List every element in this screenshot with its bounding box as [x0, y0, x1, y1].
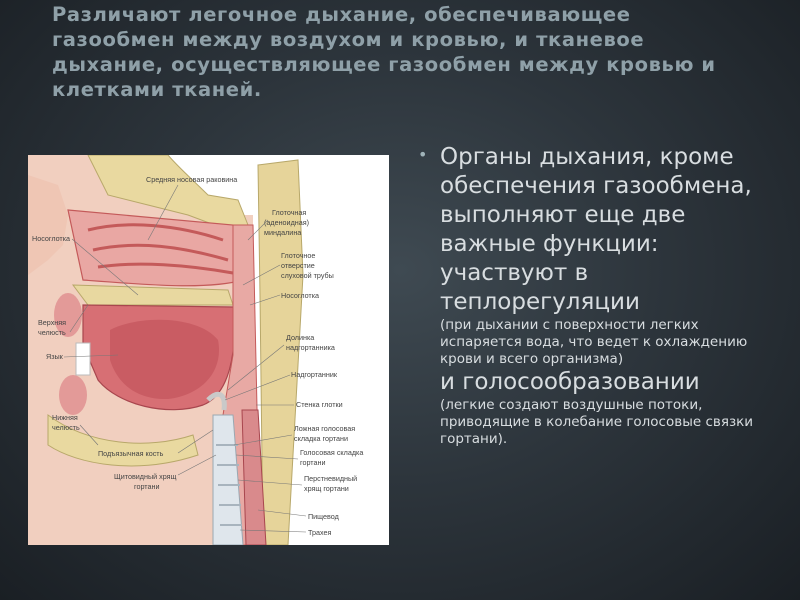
note-thermoregulation: (при дыхании с поверхности легких испаряется вода, что ведет к охлаждению крови и всего организма)	[440, 317, 748, 367]
label-trachea: Трахея	[308, 528, 332, 537]
slide-title: Различают легочное дыхание, обеспечивающее газообмен между воздухом и кровью, и тканевое дыхание, осуществляющее газообмен между кровью и клетками тканей.	[52, 3, 716, 101]
label-upper-jaw-2: челюсть	[38, 328, 66, 337]
bullet-main-text: Органы дыхания, кроме обеспечения газообмена, выполняют еще две важные функции: участвуют в теплорегуляции	[440, 144, 752, 315]
label-vallecula-2: надгортанника	[286, 343, 335, 352]
label-thyroid-1: Щитовидный хрящ	[114, 472, 177, 481]
label-lower-jaw-1: Нижняя	[52, 413, 78, 422]
label-false-fold-2: складка гортани	[294, 434, 348, 443]
label-vallecula-1: Долинка	[286, 333, 315, 342]
label-esophagus: Пищевод	[308, 512, 339, 521]
label-hyoid: Подъязычная кость	[98, 449, 164, 458]
label-nasopharynx-right: Носоглотка	[281, 291, 320, 300]
label-nasopharynx-left: Носоглотка	[32, 234, 71, 243]
label-tube-opening-1: Глоточное	[281, 251, 316, 260]
label-cricoid-1: Перстневидный	[304, 474, 358, 483]
label-pharyngeal-tonsil-3: миндалина	[264, 228, 302, 237]
bullet-block	[418, 143, 758, 448]
label-vocal-fold-2: гортани	[300, 458, 326, 467]
label-pharyngeal-tonsil-2: (аденоидная)	[264, 218, 310, 227]
label-upper-jaw-1: Верхняя	[38, 318, 67, 327]
note-voice: (легкие создают воздушные потоки, приводящие в колебание голосовые связки гортани).	[440, 397, 754, 447]
label-thyroid-2: гортани	[134, 482, 160, 491]
label-tongue: Язык	[46, 352, 63, 361]
label-pharyngeal-tonsil-1: Глоточная	[272, 208, 307, 217]
respiratory-tract-diagram	[28, 155, 389, 545]
label-middle-concha: Средняя носовая раковина	[146, 175, 238, 184]
label-lower-jaw-2: челюсть	[52, 423, 80, 432]
label-tube-opening-2: отверстие	[281, 261, 315, 270]
bullet-icon: •	[418, 145, 428, 164]
label-epiglottis: Надгортанник	[291, 370, 337, 379]
label-false-fold-1: Ложная голосовая	[294, 424, 356, 433]
label-pharynx-wall: Стенка глотки	[296, 400, 343, 409]
label-vocal-fold-1: Голосовая складка	[300, 448, 364, 457]
label-tube-opening-3: слуховой трубы	[281, 271, 334, 280]
label-cricoid-2: хрящ гортани	[304, 484, 349, 493]
bullet-voice-text: и голосообразовании	[440, 369, 700, 395]
anatomy-figure	[28, 155, 389, 545]
